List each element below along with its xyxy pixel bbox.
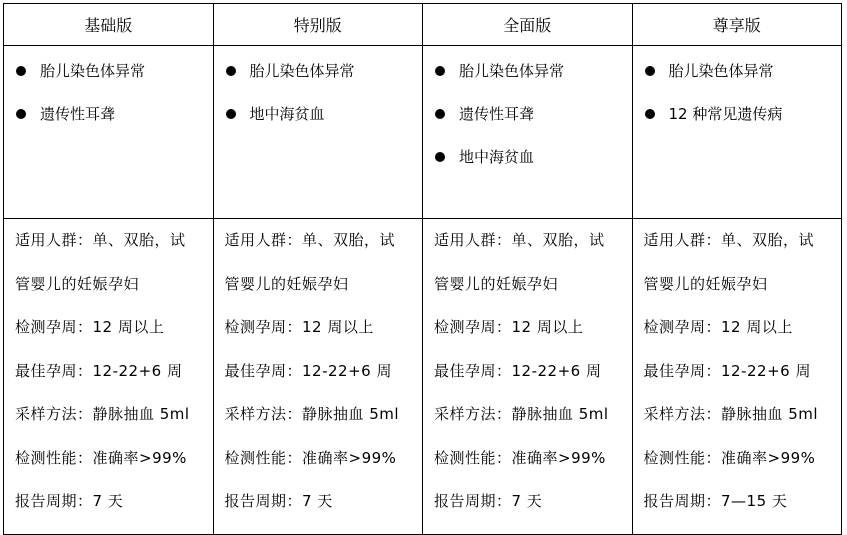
details-cell-basic (4, 219, 214, 535)
details-block (214, 219, 423, 534)
population-line-2: 管婴儿的妊娠孕妇 (224, 274, 349, 293)
test-items-cell-comprehensive (423, 46, 633, 219)
bullet-dot-icon (226, 109, 236, 119)
test-item-list (633, 46, 842, 146)
population-line-2: 管婴儿的妊娠孕妇 (643, 274, 768, 293)
test-item-label: 遗传性耳聋 (40, 105, 116, 123)
test-item-label: 胎儿染色体异常 (459, 62, 565, 80)
bullet-dot-icon (645, 109, 655, 119)
bullet-dot-icon (435, 109, 445, 119)
column-header-premium: 尊享版 (632, 4, 842, 46)
population-line-1: 适用人群：单、双胎，试 (434, 231, 605, 249)
population-line-2: 管婴儿的妊娠孕妇 (15, 274, 140, 293)
test-item-list (4, 46, 213, 146)
performance-line: 检测性能：准确率>99% (15, 448, 187, 467)
details-block (4, 219, 213, 534)
list-item (226, 60, 423, 103)
population-line-1: 适用人群：单、双胎，试 (224, 231, 396, 249)
best-week-line: 最佳孕周：12-22+6 周 (224, 361, 392, 380)
test-week-line: 检测孕周：12 周以上 (15, 318, 165, 336)
test-week-line: 检测孕周：12 周以上 (434, 318, 584, 336)
bullet-dot-icon (16, 109, 26, 119)
list-item (226, 103, 423, 146)
report-line: 报告周期：7 天 (434, 492, 543, 510)
list-item (435, 146, 632, 189)
test-item-label: 地中海贫血 (459, 148, 535, 166)
details-row (4, 219, 842, 535)
test-week-line: 检测孕周：12 周以上 (643, 318, 793, 336)
test-item-label: 胎儿染色体异常 (668, 62, 774, 80)
column-header-special: 特别版 (213, 4, 423, 46)
package-comparison-table (3, 3, 842, 535)
population-line-1: 适用人群：单、双胎，试 (643, 231, 815, 249)
performance-line: 检测性能：准确率>99% (434, 448, 606, 467)
test-items-row (4, 46, 842, 219)
performance-line: 检测性能：准确率>99% (224, 448, 397, 467)
list-item (645, 103, 842, 146)
test-items-cell-premium (632, 46, 842, 219)
test-item-list (423, 46, 632, 189)
bullet-dot-icon (435, 152, 445, 162)
test-items-cell-special (213, 46, 423, 219)
bullet-dot-icon (645, 66, 655, 76)
test-item-label: 胎儿染色体异常 (40, 62, 146, 80)
report-line: 报告周期：7—15 天 (643, 492, 788, 510)
list-item (645, 60, 842, 103)
bullet-dot-icon (16, 66, 26, 76)
test-item-label: 胎儿染色体异常 (249, 62, 355, 80)
list-item (16, 60, 213, 103)
population-line-2: 管婴儿的妊娠孕妇 (434, 274, 559, 293)
details-cell-special (213, 219, 423, 535)
sampling-line: 采样方法：静脉抽血 5ml (15, 405, 190, 423)
performance-line: 检测性能：准确率>99% (643, 448, 816, 467)
sampling-line: 采样方法：静脉抽血 5ml (224, 405, 400, 423)
bullet-dot-icon (435, 66, 445, 76)
test-item-label: 遗传性耳聋 (459, 105, 535, 123)
details-cell-premium (632, 219, 842, 535)
details-cell-comprehensive (423, 219, 633, 535)
test-items-cell-basic (4, 46, 214, 219)
list-item (435, 103, 632, 146)
test-item-list (214, 46, 423, 146)
details-block (423, 219, 632, 534)
header-row (4, 4, 842, 46)
list-item (435, 60, 632, 103)
list-item (16, 103, 213, 146)
best-week-line: 最佳孕周：12-22+6 周 (15, 361, 183, 380)
sampling-line: 采样方法：静脉抽血 5ml (643, 405, 819, 423)
test-week-line: 检测孕周：12 周以上 (224, 318, 374, 336)
details-block (633, 219, 842, 534)
population-line-1: 适用人群：单、双胎，试 (15, 231, 186, 249)
column-header-basic: 基础版 (4, 4, 214, 46)
best-week-line: 最佳孕周：12-22+6 周 (434, 361, 602, 380)
test-item-label: 地中海贫血 (249, 105, 325, 123)
best-week-line: 最佳孕周：12-22+6 周 (643, 361, 811, 380)
column-header-comprehensive: 全面版 (423, 4, 633, 46)
report-line: 报告周期：7 天 (15, 492, 124, 510)
report-line: 报告周期：7 天 (224, 492, 333, 510)
bullet-dot-icon (226, 66, 236, 76)
test-item-label: 12 种常见遗传病 (668, 105, 783, 123)
sampling-line: 采样方法：静脉抽血 5ml (434, 405, 609, 423)
